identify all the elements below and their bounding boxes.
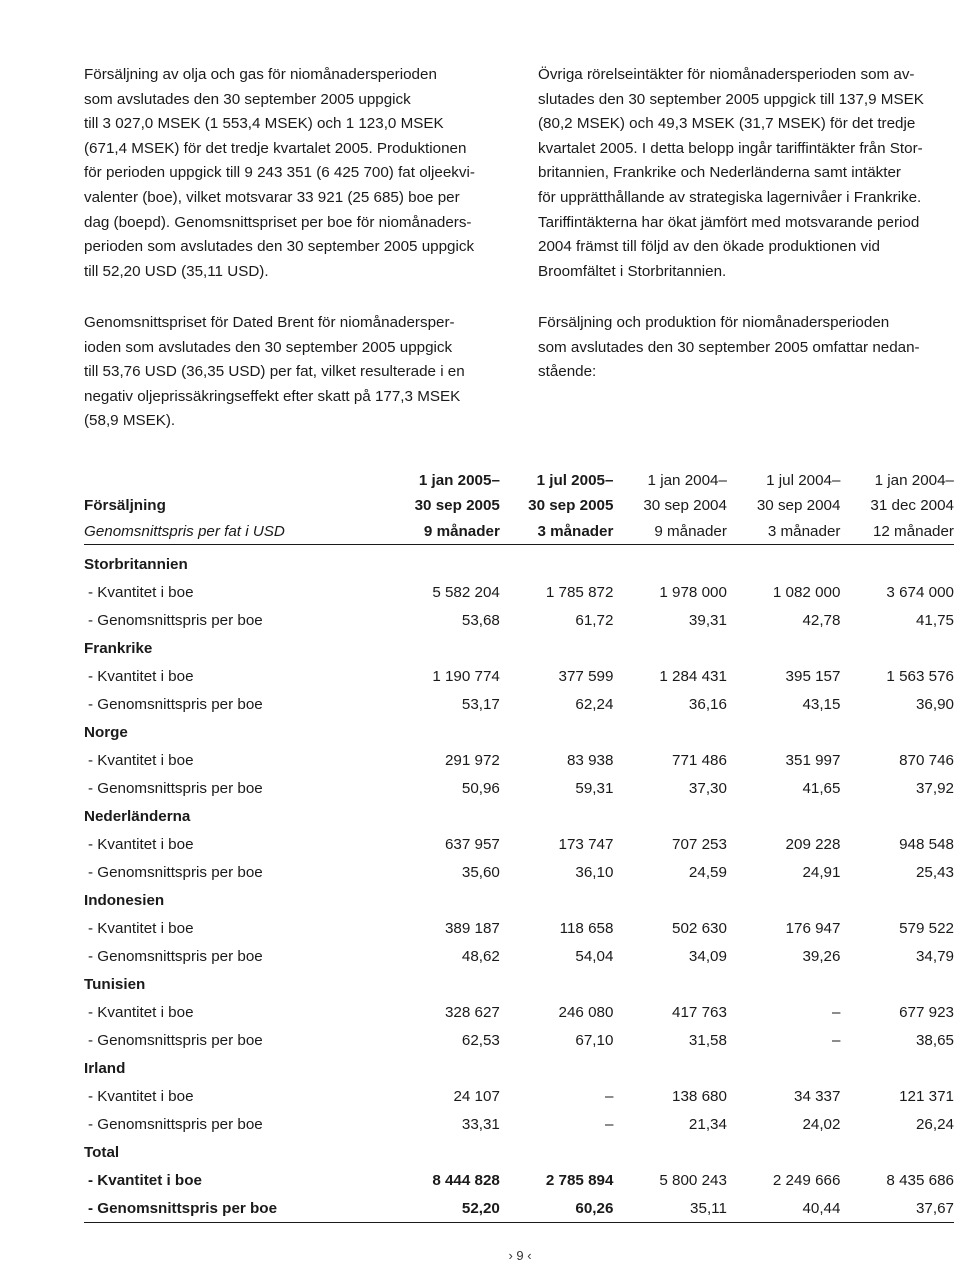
header-cell: 12 månader — [840, 518, 954, 545]
section-row — [84, 802, 954, 830]
text-line: som avslutades den 30 september 2005 uppgick — [84, 90, 411, 108]
text-line: (58,9 MSEK). — [84, 412, 176, 430]
value-cell: 377 599 — [558, 667, 614, 685]
table-row — [84, 662, 954, 690]
value-cell: 173 747 — [558, 835, 614, 853]
value-cell: 37,92 — [915, 779, 954, 797]
value-cell: 2 785 894 — [545, 1171, 614, 1189]
value-cell: 8 444 828 — [432, 1171, 500, 1189]
value-cell: 771 486 — [672, 751, 727, 769]
section-row — [84, 718, 954, 746]
value-cell: 35,11 — [613, 1194, 727, 1223]
value-cell: 1 284 431 — [659, 667, 727, 685]
value-cell: 21,34 — [688, 1115, 727, 1133]
sales-table — [84, 468, 954, 1223]
table-row — [84, 914, 954, 942]
table-row — [84, 1194, 954, 1223]
value-cell: 41,75 — [915, 611, 954, 629]
value-cell: 67,10 — [575, 1031, 614, 1049]
value-cell: 54,04 — [575, 947, 614, 965]
value-cell: 24,02 — [802, 1115, 841, 1133]
value-cell: 61,72 — [575, 611, 614, 629]
row-label: - Kvantitet i boe — [88, 1171, 202, 1189]
value-cell: 62,53 — [461, 1031, 500, 1049]
text-line: till 53,76 USD (36,35 USD) per fat, vilket resulterade i en — [84, 363, 465, 381]
value-cell: – — [604, 1087, 614, 1105]
header-cell: 31 dec 2004 — [870, 497, 954, 514]
value-cell: 34,79 — [915, 947, 954, 965]
value-cell: 677 923 — [899, 1003, 954, 1021]
text-line: (80,2 MSEK) och 49,3 MSEK (31,7 MSEK) för det tredje — [538, 115, 916, 133]
value-cell: – — [832, 1031, 841, 1049]
header-cell: 1 jan 2004– — [647, 472, 727, 489]
value-cell: 24 107 — [453, 1087, 500, 1105]
value-cell: 34,09 — [688, 947, 727, 965]
section-name: Total — [84, 1143, 120, 1161]
table-row — [84, 1110, 954, 1138]
section-row — [84, 550, 954, 578]
value-cell: – — [604, 1115, 614, 1133]
row-label: - Genomsnittspris per boe — [88, 1115, 263, 1133]
value-cell: 39,31 — [688, 611, 727, 629]
value-cell: 176 947 — [785, 919, 841, 937]
header-cell: 1 jul 2005– — [536, 472, 614, 489]
value-cell: 417 763 — [672, 1003, 727, 1021]
value-cell: 48,62 — [461, 947, 500, 965]
section-row — [84, 970, 954, 998]
value-cell: 1 785 872 — [545, 583, 614, 601]
value-cell: 351 997 — [785, 751, 841, 769]
section-row — [84, 886, 954, 914]
value-cell: 40,44 — [727, 1194, 841, 1223]
header-cell: 1 jan 2005– — [418, 472, 500, 489]
value-cell: 389 187 — [444, 919, 500, 937]
header-cell: 3 månader — [500, 518, 614, 545]
left-paragraph-brent — [84, 311, 465, 434]
header-cell: 9 månader — [386, 518, 500, 545]
value-cell: 502 630 — [672, 919, 727, 937]
text-line: ioden som avslutades den 30 september 2005 uppgick — [84, 338, 453, 356]
value-cell: 1 190 774 — [432, 667, 500, 685]
text-line: som avslutades den 30 september 2005 omfattar nedan- — [538, 338, 920, 356]
header-cell: 1 jul 2004– — [766, 472, 841, 489]
value-cell: 35,60 — [461, 863, 500, 881]
right-paragraph-other-income — [538, 63, 924, 284]
section-row — [84, 634, 954, 662]
value-cell: 1 082 000 — [772, 583, 841, 601]
value-cell: 209 228 — [785, 835, 841, 853]
table-row — [84, 606, 954, 634]
text-line: slutades den 30 september 2005 uppgick till 137,9 MSEK — [538, 90, 924, 108]
value-cell: 637 957 — [444, 835, 500, 853]
section-name: Norge — [84, 723, 128, 741]
row-label: - Genomsnittspris per boe — [88, 611, 263, 629]
value-cell: 2 249 666 — [772, 1171, 841, 1189]
row-label: - Kvantitet i boe — [88, 835, 194, 853]
text-line: för perioden uppgick till 9 243 351 (6 425 700) fat oljeekvi- — [84, 164, 475, 182]
left-paragraph-sales — [84, 63, 475, 284]
value-cell: 53,68 — [461, 611, 500, 629]
row-label: - Genomsnittspris per boe — [88, 779, 263, 797]
row-label: - Kvantitet i boe — [88, 751, 194, 769]
row-label: - Kvantitet i boe — [88, 919, 194, 937]
value-cell: 53,17 — [461, 695, 500, 713]
header-row-duration — [84, 518, 954, 545]
value-cell: 36,16 — [688, 695, 727, 713]
text-line: valenter (boe), vilket motsvarar 33 921 (25 685) boe per — [84, 188, 460, 206]
value-cell: 118 658 — [559, 919, 614, 937]
section-name: Irland — [84, 1059, 126, 1077]
table-row — [84, 942, 954, 970]
value-cell: 5 800 243 — [659, 1171, 727, 1189]
header-label — [84, 468, 386, 493]
header-row-period-start — [84, 468, 954, 493]
value-cell: 39,26 — [802, 947, 841, 965]
row-label: - Kvantitet i boe — [88, 1003, 194, 1021]
value-cell: 26,24 — [915, 1115, 954, 1133]
table-row — [84, 1026, 954, 1054]
value-cell: 328 627 — [444, 1003, 500, 1021]
text-line: Försäljning av olja och gas för niomånadersperioden — [84, 66, 437, 83]
value-cell: 41,65 — [802, 779, 841, 797]
value-cell: 1 563 576 — [886, 667, 954, 685]
header-row-period-end — [84, 493, 954, 518]
table-row — [84, 858, 954, 886]
text-line: Övriga rörelseintäkter för niomånadersperioden som av- — [538, 66, 915, 83]
header-cell: 30 sep 2004 — [756, 497, 841, 514]
value-cell: 31,58 — [688, 1031, 727, 1049]
value-cell: 24,59 — [688, 863, 727, 881]
value-cell: 37,30 — [688, 779, 727, 797]
value-cell: 34 337 — [794, 1087, 841, 1105]
section-name: Nederländerna — [84, 807, 191, 825]
row-label: - Genomsnittspris per boe — [88, 947, 263, 965]
table-row — [84, 774, 954, 802]
text-line: till 52,20 USD (35,11 USD). — [84, 262, 269, 280]
header-cell: 30 sep 2005 — [414, 497, 500, 514]
value-cell: 121 371 — [899, 1087, 954, 1105]
section-name: Frankrike — [84, 639, 153, 657]
value-cell: 36,90 — [915, 695, 954, 713]
table-row — [84, 830, 954, 858]
text-line: kvartalet 2005. I detta belopp ingår tariffintäkter från Stor- — [538, 139, 923, 157]
value-cell: 579 522 — [899, 919, 954, 937]
text-line: negativ oljeprissäkringseffekt efter skatt på 177,3 MSEK — [84, 387, 461, 405]
section-name: Tunisien — [84, 975, 146, 993]
text-line: för upprätthållande av strategiska lagernivåer i Frankrike. — [538, 188, 922, 206]
value-cell: 395 157 — [785, 667, 841, 685]
value-cell: 25,43 — [915, 863, 954, 881]
header-cell: 1 jan 2004– — [874, 472, 954, 489]
section-row — [84, 1138, 954, 1166]
text-line: Försäljning och produktion för niomånadersperioden — [538, 314, 890, 331]
value-cell: 33,31 — [461, 1115, 500, 1133]
row-label: - Genomsnittspris per boe — [88, 1031, 263, 1049]
value-cell: – — [832, 1003, 841, 1021]
table-row — [84, 578, 954, 606]
row-label: - Genomsnittspris per boe — [88, 863, 263, 881]
table-row — [84, 1082, 954, 1110]
value-cell: 50,96 — [461, 779, 500, 797]
section-row — [84, 1054, 954, 1082]
value-cell: 5 582 204 — [432, 583, 500, 601]
row-label: - Kvantitet i boe — [88, 667, 194, 685]
header-cell: 9 månader — [613, 518, 727, 545]
value-cell: 43,15 — [802, 695, 841, 713]
text-line: 2004 främst till följd av den ökade produktionen vid — [538, 238, 880, 256]
section-name: Indonesien — [84, 891, 165, 909]
table-row — [84, 998, 954, 1026]
value-cell: 870 746 — [899, 751, 954, 769]
row-label: - Genomsnittspris per boe — [84, 1194, 386, 1223]
table-row — [84, 746, 954, 774]
value-cell: 291 972 — [444, 751, 500, 769]
text-line: (671,4 MSEK) för det tredje kvartalet 2005. Produktionen — [84, 139, 467, 157]
text-line: Genomsnittspriset för Dated Brent för niomånadersper- — [84, 314, 455, 331]
text-line: stående: — [538, 363, 597, 381]
value-cell: 59,31 — [575, 779, 614, 797]
header-label: Försäljning — [84, 497, 166, 514]
row-label: - Kvantitet i boe — [88, 583, 194, 601]
value-cell: 8 435 686 — [886, 1171, 954, 1189]
text-line: britannien, Frankrike och Nederländerna samt intäkter — [538, 164, 901, 182]
page-number: › 9 ‹ — [508, 1248, 532, 1263]
value-cell: 38,65 — [915, 1031, 954, 1049]
text-line: till 3 027,0 MSEK (1 553,4 MSEK) och 1 123,0 MSEK — [84, 115, 444, 133]
value-cell: 24,91 — [802, 863, 841, 881]
header-cell: 3 månader — [727, 518, 841, 545]
value-cell: 42,78 — [802, 611, 841, 629]
row-label: - Kvantitet i boe — [88, 1087, 194, 1105]
table-row — [84, 690, 954, 718]
value-cell: 138 680 — [672, 1087, 727, 1105]
row-label: - Genomsnittspris per boe — [88, 695, 263, 713]
header-cell: 30 sep 2005 — [528, 497, 614, 514]
section-name: Storbritannien — [84, 555, 188, 573]
text-line: Broomfältet i Storbritannien. — [538, 262, 727, 280]
value-cell: 37,67 — [840, 1194, 954, 1223]
value-cell: 36,10 — [575, 863, 614, 881]
value-cell: 83 938 — [566, 751, 614, 769]
text-line: dag (boepd). Genomsnittspriset per boe för niomånaders- — [84, 213, 472, 231]
right-paragraph-table-intro — [538, 311, 920, 385]
table-row — [84, 1166, 954, 1194]
value-cell: 707 253 — [672, 835, 727, 853]
value-cell: 948 548 — [899, 835, 954, 853]
text-line: perioden som avslutades den 30 september 2005 uppgick — [84, 238, 475, 256]
header-cell: 30 sep 2004 — [643, 497, 727, 514]
value-cell: 62,24 — [575, 695, 614, 713]
value-cell: 52,20 — [386, 1194, 500, 1223]
value-cell: 60,26 — [500, 1194, 614, 1223]
header-label: Genomsnittspris per fat i USD — [84, 518, 386, 545]
value-cell: 1 978 000 — [659, 583, 727, 601]
value-cell: 3 674 000 — [886, 583, 954, 601]
value-cell: 246 080 — [558, 1003, 614, 1021]
text-line: Tariffintäkterna har ökat jämfört med motsvarande period — [538, 213, 920, 231]
